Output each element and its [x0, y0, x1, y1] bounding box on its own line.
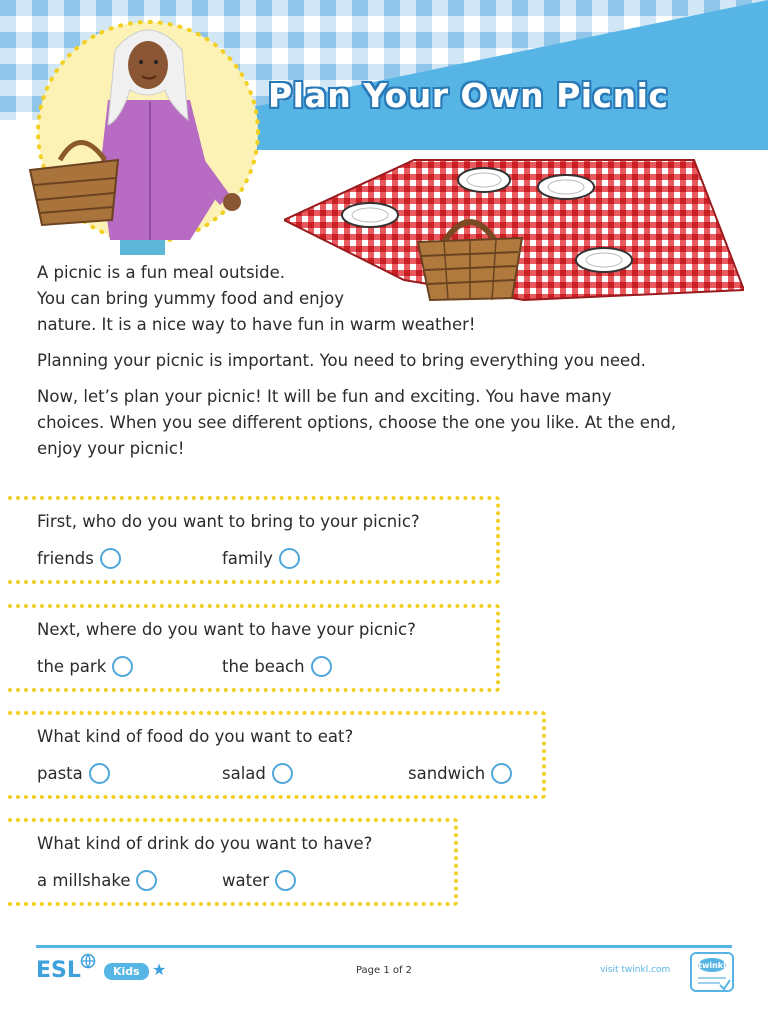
radio-circle[interactable] — [89, 763, 110, 784]
radio-circle[interactable] — [272, 763, 293, 784]
option-friends[interactable] — [37, 548, 121, 569]
option-water[interactable] — [222, 870, 296, 891]
option-salad[interactable] — [222, 763, 293, 784]
option-a-millshake[interactable] — [37, 870, 157, 891]
option-label: pasta — [37, 764, 83, 783]
radio-circle[interactable] — [279, 548, 300, 569]
intro-paragraph-3 — [37, 384, 676, 462]
option-label: water — [222, 871, 270, 890]
option-the-park[interactable] — [37, 656, 133, 677]
option-family[interactable] — [222, 548, 300, 569]
star-icon: ★ — [152, 960, 167, 979]
intro-line: enjoy your picnic! — [37, 439, 185, 458]
footer-divider — [36, 945, 732, 948]
twinkl-quality-badge-icon — [690, 952, 734, 992]
option-the-beach[interactable] — [222, 656, 332, 677]
option-label: a millshake — [37, 871, 131, 890]
option-label: the beach — [222, 657, 305, 676]
radio-circle[interactable] — [491, 763, 512, 784]
option-label: sandwich — [408, 764, 486, 783]
intro-line: You can bring yummy food and enjoy — [37, 289, 345, 308]
option-label: family — [222, 549, 273, 568]
intro-paragraph-1 — [37, 260, 476, 338]
option-sandwich[interactable] — [408, 763, 512, 784]
radio-circle[interactable] — [275, 870, 296, 891]
esl-logo: ESL — [36, 958, 81, 983]
intro-line: A picnic is a fun meal outside. — [37, 263, 286, 282]
question-box-where — [8, 604, 500, 692]
kids-badge: Kids — [104, 963, 149, 980]
visit-link[interactable]: visit twinkl.com — [600, 965, 671, 975]
intro-paragraph-2: Planning your picnic is important. You need to bring everything you need. — [37, 351, 646, 370]
page-title: Plan Your Own Picnic — [268, 76, 669, 115]
intro-line: choices. When you see different options, choose the one you like. At the end, — [37, 413, 677, 432]
question-box-food — [8, 711, 546, 799]
question-text: What kind of food do you want to eat? — [37, 727, 354, 746]
globe-icon — [80, 953, 96, 969]
radio-circle[interactable] — [311, 656, 332, 677]
option-label: salad — [222, 764, 266, 783]
radio-circle[interactable] — [100, 548, 121, 569]
question-text: What kind of drink do you want to have? — [37, 834, 373, 853]
question-text: First, who do you want to bring to your picnic? — [37, 512, 420, 531]
question-box-drink — [8, 818, 458, 906]
radio-circle[interactable] — [112, 656, 133, 677]
option-pasta[interactable] — [37, 763, 110, 784]
badge-text: twinkl — [698, 961, 726, 970]
question-text: Next, where do you want to have your picnic? — [37, 620, 416, 639]
option-label: the park — [37, 657, 107, 676]
girl-with-basket-illustration — [20, 10, 260, 260]
question-box-who — [8, 496, 500, 584]
option-label: friends — [37, 549, 94, 568]
page-number: Page 1 of 2 — [355, 965, 413, 976]
intro-line: nature. It is a nice way to have fun in warm weather! — [37, 315, 476, 334]
intro-line: Now, let’s plan your picnic! It will be fun and exciting. You have many — [37, 387, 612, 406]
radio-circle[interactable] — [136, 870, 157, 891]
